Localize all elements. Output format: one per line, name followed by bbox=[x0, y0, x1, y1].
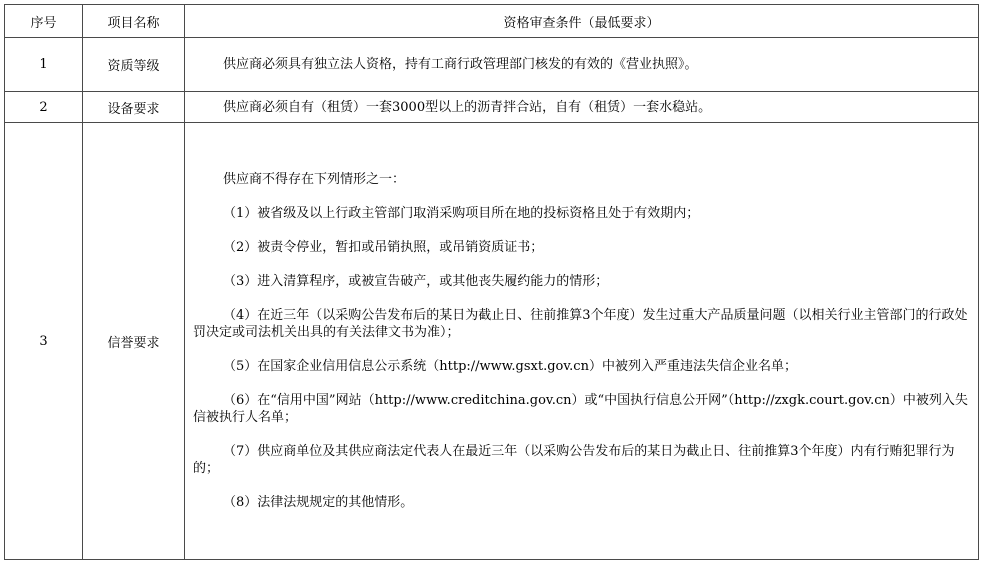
condition-clause: （8）法律法规规定的其他情形。 bbox=[223, 495, 414, 510]
condition-clause: （3）进入清算程序，或被宣告破产，或其他丧失履约能力的情形； bbox=[223, 274, 609, 289]
header-condition: 资格审查条件（最低要求） bbox=[185, 5, 979, 38]
table-row bbox=[5, 123, 979, 560]
row-number: 3 bbox=[5, 123, 83, 560]
row-number: 2 bbox=[5, 92, 83, 123]
header-item: 项目名称 bbox=[83, 5, 185, 38]
item-name: 资质等级 bbox=[83, 38, 185, 92]
condition-text: 供应商必须自有（租赁）一套3000型以上的沥青拌合站，自有（租赁）一套水稳站。 bbox=[223, 99, 712, 115]
condition-clause: （4）在近三年（以采购公告发布后的某日为截止日、往前推算3个年度）发生过重大产品质量问题（以相关行业主管部门的行政处罚决定或司法机关出具的有关法律文书为准）； bbox=[193, 308, 968, 340]
condition-cell bbox=[185, 38, 979, 92]
header-no: 序号 bbox=[5, 5, 83, 38]
condition-cell bbox=[185, 123, 979, 560]
item-name: 设备要求 bbox=[83, 92, 185, 123]
condition-clause: （1）被省级及以上行政主管部门取消采购项目所在地的投标资格且处于有效期内； bbox=[223, 206, 700, 221]
condition-clause: （5）在国家企业信用信息公示系统（http://www.gsxt.gov.cn）中被列入严重违法失信企业名单； bbox=[223, 359, 797, 374]
condition-clause: （7）供应商单位及其供应商法定代表人在最近三年（以采购公告发布后的某日为截止日、往前推算3个年度）内有行贿犯罪行为的； bbox=[193, 444, 955, 476]
table-row bbox=[5, 92, 979, 123]
condition-intro: 供应商不得存在下列情形之一： bbox=[223, 172, 406, 187]
condition-clause: （6）在“信用中国”网站（http://www.creditchina.gov.cn）或“中国执行信息公开网”（http://zxgk.court.gov.cn）中被列入失信被执行人名单； bbox=[193, 393, 968, 425]
header-row bbox=[5, 5, 979, 38]
item-name: 信誉要求 bbox=[83, 123, 185, 560]
row-number: 1 bbox=[5, 38, 83, 92]
table-row bbox=[5, 38, 979, 92]
condition-cell bbox=[185, 92, 979, 123]
condition-clause: （2）被责令停业，暂扣或吊销执照，或吊销资质证书； bbox=[223, 240, 544, 255]
condition-text: 供应商必须具有独立法人资格，持有工商行政管理部门核发的有效的《营业执照》。 bbox=[223, 57, 698, 72]
qualification-table bbox=[4, 4, 979, 560]
